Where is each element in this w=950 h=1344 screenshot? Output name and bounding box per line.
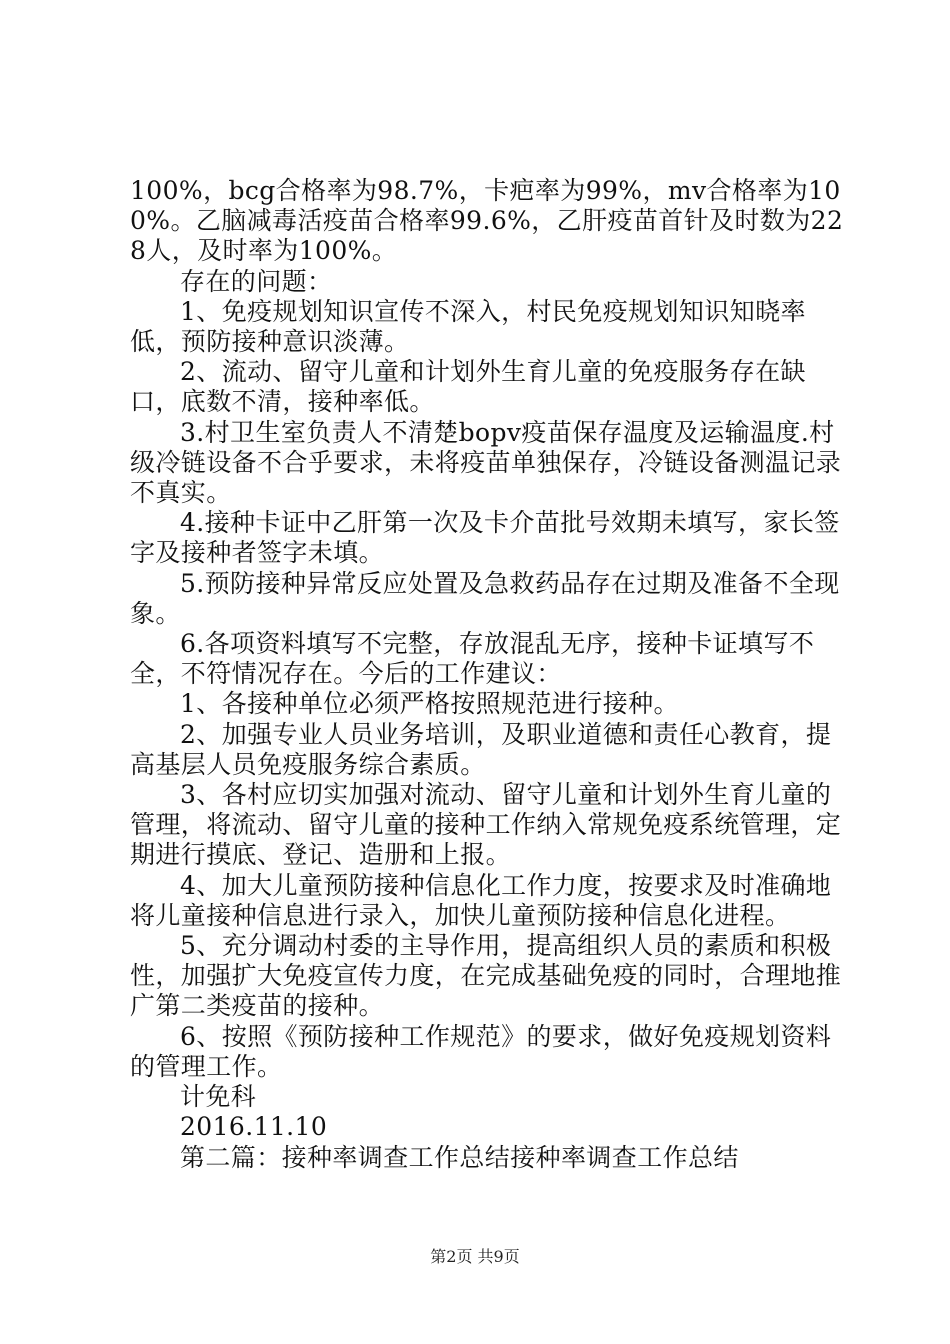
- signature-department: 计免科: [180, 1082, 257, 1112]
- signature-date: 2016.11.10: [180, 1112, 328, 1142]
- paragraph-issue-2: 2、流动、留守儿童和计划外生育儿童的免疫服务存在缺口，底数不清，接种率低。: [130, 357, 806, 417]
- paragraph-1: 100%，bcg合格率为98.7%，卡疤率为99%，mv合格率为100%。乙脑减毒活疫苗合格率99.6%，乙肝疫苗首针及时数为228人，及时率为100%。: [130, 176, 844, 266]
- paragraph-suggestion-3: 3、各村应切实加强对流动、留守儿童和计划外生育儿童的管理，将流动、留守儿童的接种工作纳入常规免疫系统管理，定期进行摸底、登记、造册和上报。: [130, 780, 842, 870]
- paragraph-suggestion-5: 5、充分调动村委的主导作用，提高组织人员的素质和积极性，加强扩大免疫宣传力度，在完成基础免疫的同时，合理地推广第二类疫苗的接种。: [130, 931, 842, 1021]
- paragraph-suggestion-6: 6、按照《预防接种工作规范》的要求，做好免疫规划资料的管理工作。: [130, 1021, 832, 1081]
- paragraph-issue-5: 5.预防接种异常反应处置及急救药品存在过期及准备不全现象。: [130, 568, 840, 628]
- paragraph-issue-1: 1、免疫规划知识宣传不深入，村民免疫规划知识知晓率低，预防接种意识淡薄。: [130, 296, 806, 357]
- paragraph-suggestion-4: 4、加大儿童预防接种信息化工作力度，按要求及时准确地将儿童接种信息进行录入，加快儿童预防接种信息化进程。: [130, 870, 832, 930]
- paragraph-issue-4: 4.接种卡证中乙肝第一次及卡介苗批号效期未填写，家长签字及接种者签字未填。: [130, 508, 840, 568]
- paragraph-issue-6: 6.各项资料填写不完整，存放混乱无序，接种卡证填写不全，不符情况存在。今后的工作建议：: [130, 629, 815, 689]
- document-body: [130, 176, 850, 1173]
- page-number-footer: 第2页 共9页: [430, 1247, 520, 1266]
- paragraph-suggestion-2: 2、加强专业人员业务培训，及职业道德和责任心教育，提高基层人员免疫服务综合素质。: [130, 719, 832, 779]
- paragraph-suggestion-1: 1、各接种单位必须严格按照规范进行接种。: [180, 689, 679, 719]
- paragraph-issue-3: 3.村卫生室负责人不清楚bopv疫苗保存温度及运输温度.村级冷链设备不合乎要求，未将疫苗单独保存，冷链设备测温记录不真实。: [130, 417, 842, 508]
- section-heading-part-two: 第二篇：接种率调查工作总结接种率调查工作总结: [180, 1142, 739, 1172]
- paragraph-issues-heading: 存在的问题：: [180, 266, 333, 296]
